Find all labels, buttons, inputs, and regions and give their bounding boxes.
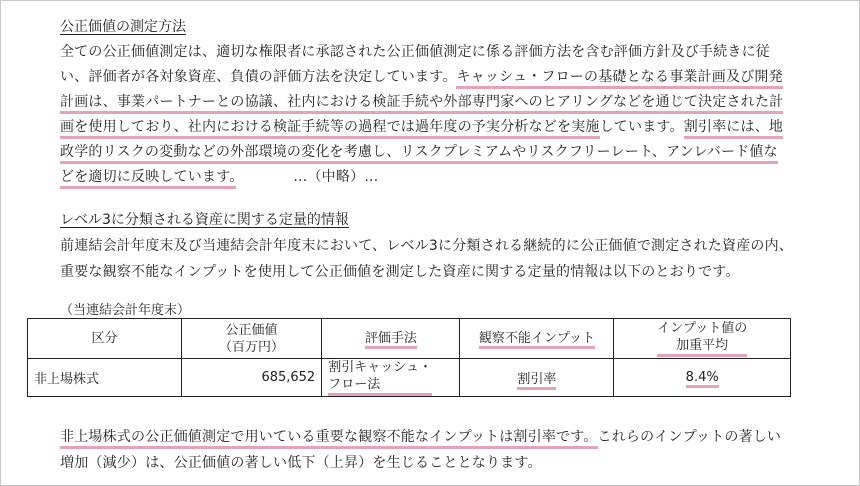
measurement-method-line-6-segment-1: どを適切に反映しています。	[60, 169, 236, 189]
measurement-method-line-5	[60, 141, 778, 161]
cell-fair-value: 685,652	[181, 359, 321, 397]
footer-line-1-segment-1: 非上場株式の公正価値測定で用いている重要な観察不能なインプットは割引率です。	[60, 429, 598, 449]
measurement-method-line-2-segment-2: キャッシュ・フローの基礎となる事業計画及び開発	[456, 69, 782, 89]
cell-category: 非上場株式	[28, 359, 182, 397]
cell-unobservable-input-text: 割引率	[517, 372, 556, 390]
footer-line-1-segment-2: これらのインプットの著しい	[597, 429, 782, 445]
level3-body-line-1: 前連結会計年度末及び当連結会計年度末において、レベル3に分類される継続的に公正価値で測定された資産の内、	[60, 238, 794, 254]
header-category-label: 区分	[91, 331, 118, 346]
measurement-method-line-4	[60, 116, 783, 136]
footer-line-2	[60, 452, 542, 472]
cell-unobservable-input	[460, 359, 614, 397]
footer-line-2-segment-1: 増加（減少）は、公正価値の著しい低下（上昇）を生じることとなります。	[60, 455, 542, 471]
table-header-row	[28, 319, 791, 359]
measurement-method-line-4-segment-2: しています。	[599, 119, 684, 135]
measurement-method-line-5-segment-1: 政学的リスクの変動などの外部環境の変化を考慮し、リスクプレミアムやリスクフリーレート、アンレバード値な	[60, 144, 778, 164]
cell-valuation-method-text: 割引キャッシュ・ フロー法	[328, 359, 432, 396]
footer-line-1	[60, 426, 781, 446]
cell-weighted-average	[614, 359, 791, 397]
measurement-method-line-3-segment-1: 計画は、事業パートナーとの協議、社内における検証手続や外部専門家へのヒアリングなどを通じて決定された計	[60, 94, 783, 114]
measurement-method-line-3	[60, 91, 783, 111]
header-valuation-method-label: 評価手法	[365, 331, 417, 349]
cell-weighted-average-text: 8.4%	[686, 370, 719, 388]
table-row	[28, 359, 791, 397]
header-fair-value	[181, 319, 321, 359]
fair-value-table	[27, 318, 791, 397]
measurement-method-line-4-segment-1: 画を使用しており、社内における検証手続等の過程では過年度の予実分析などを実施	[60, 119, 600, 139]
measurement-method-line-1	[60, 41, 770, 61]
header-fair-value-label: 公正価値 （百万円）	[219, 322, 285, 355]
header-category	[28, 319, 182, 359]
header-unobservable-input-label: 観察不能インプット	[479, 331, 595, 349]
measurement-method-line-4-segment-3: 割引率には、地	[684, 119, 783, 139]
measurement-method-line-2-segment-1: い、評価者が各対象資産、負債の評価方法を決定しています。	[60, 69, 457, 85]
header-unobservable-input	[460, 319, 614, 359]
level3-body-line-2: 重要な観察不能なインプットを使用して公正価値を測定した資産に関する定量的情報は以下のとおりです。	[60, 264, 740, 280]
header-weighted-average-label: インプット値の 加重平均	[657, 320, 747, 357]
section-heading-level3-info: レベル3に分類される資産に関する定量的情報	[60, 212, 349, 228]
header-weighted-average	[614, 319, 791, 359]
measurement-method-line-6	[60, 166, 378, 186]
table-period-note: （当連結会計年度末）	[60, 303, 191, 318]
measurement-method-line-1-segment-1: 全ての公正価値測定は、適切な権限者に承認された公正価値測定に係る評価方法を含む評価方針及び手続きに従	[60, 44, 770, 60]
cell-valuation-method	[322, 359, 460, 397]
header-valuation-method	[322, 319, 460, 359]
section-heading-measurement-method: 公正価値の測定方法	[60, 19, 186, 35]
measurement-method-line-6-segment-2: …（中略）…	[236, 169, 379, 185]
measurement-method-line-2	[60, 66, 783, 86]
